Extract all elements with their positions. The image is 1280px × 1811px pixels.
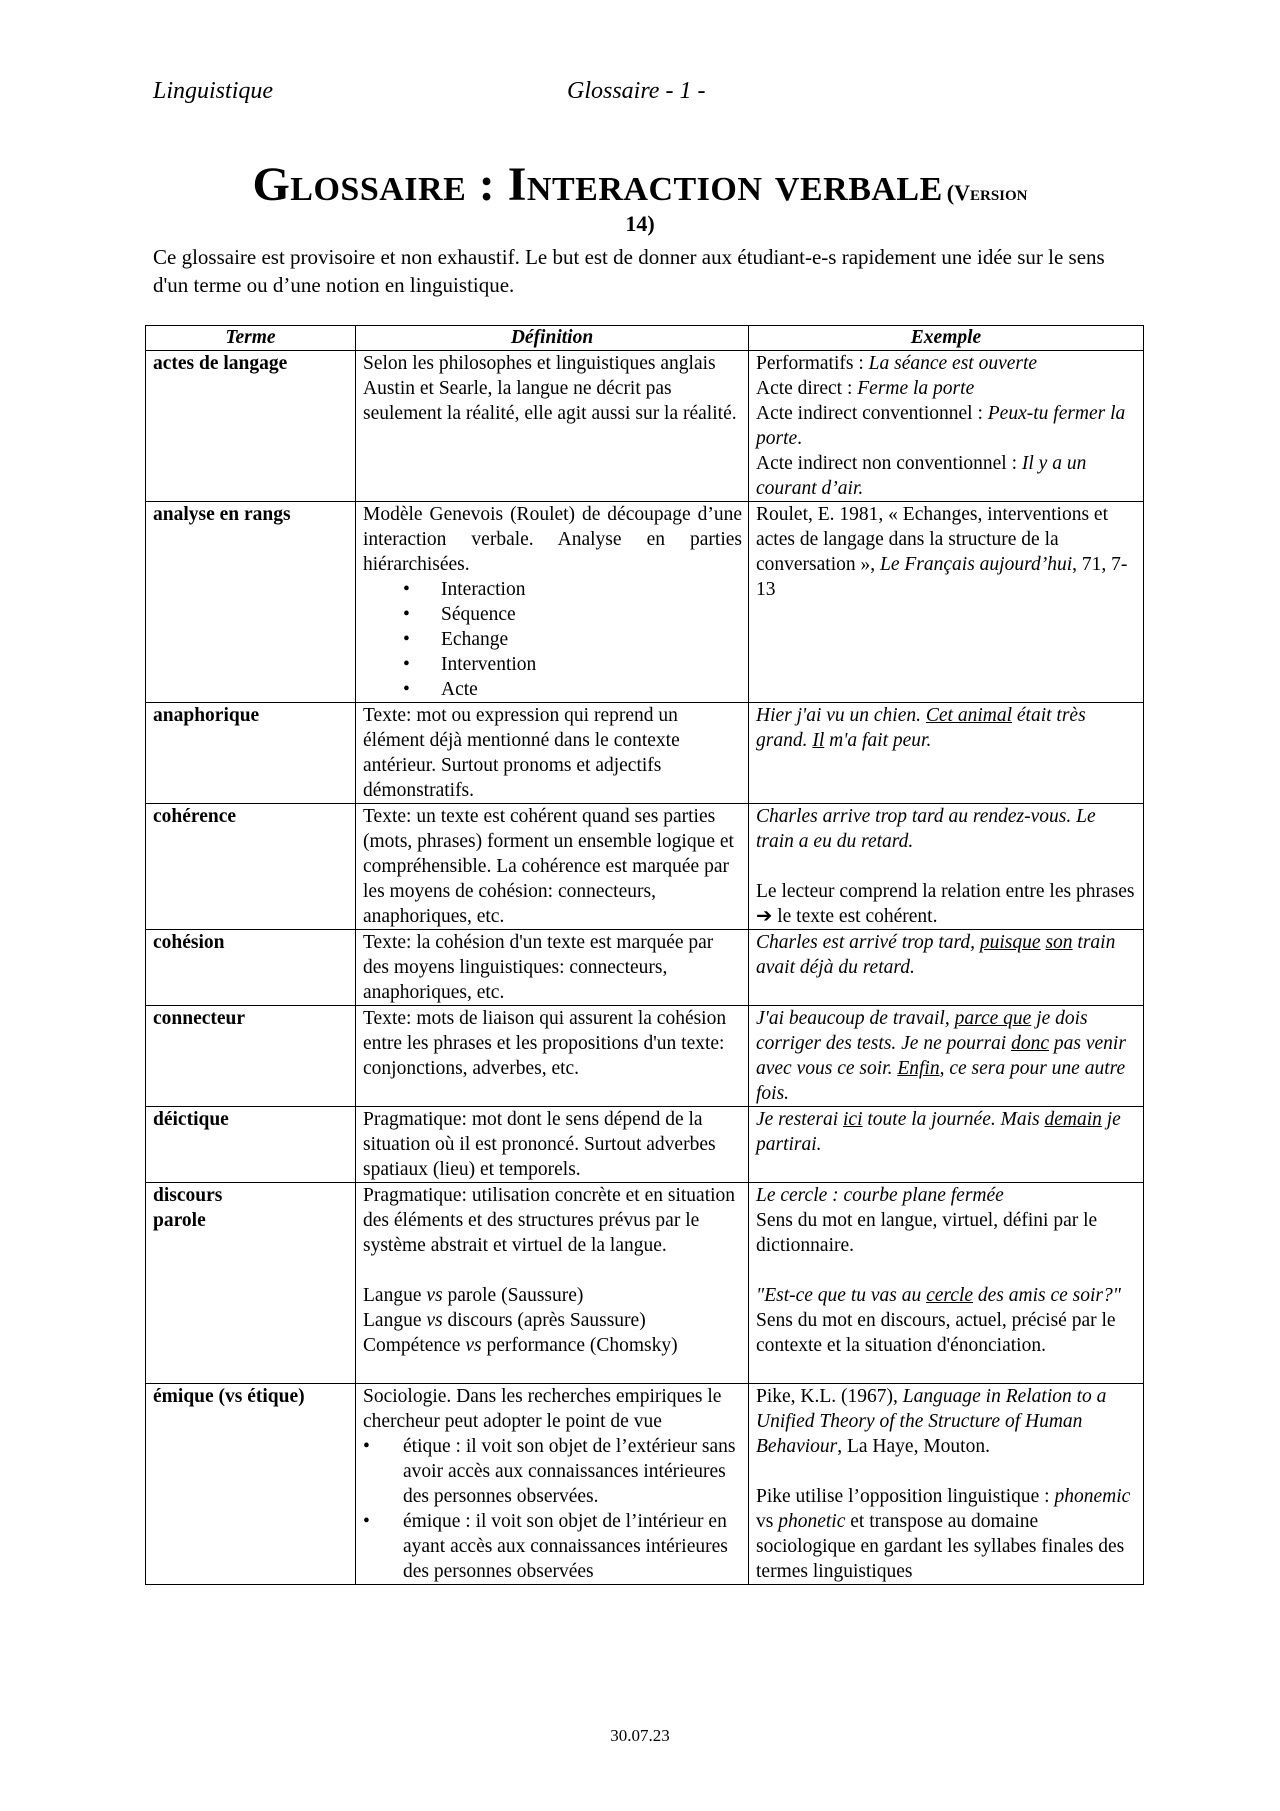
example-line: Acte direct : Ferme la porte (756, 378, 975, 399)
term-cell: analyse en rangs (146, 502, 356, 703)
header-page-label: Glossaire - 1 - (567, 78, 706, 104)
list-item: • Séquence (363, 602, 742, 627)
table-row (146, 1006, 1144, 1107)
example-cell: J'ai beaucoup de travail, parce que je dois corriger des tests. Je ne pourrai donc pas venir avec vous ce soir. Enfin, ce sera pour une autre fois. (749, 1006, 1144, 1107)
definition-text: Modèle Genevois (Roulet) de découpage d’une interaction verbale. Analyse en parties hiérarchisées. (363, 504, 742, 575)
example-cell (749, 1384, 1144, 1585)
title-version-number: 14) (625, 210, 655, 236)
table-row (146, 502, 1144, 703)
rank-list (363, 577, 742, 702)
term-cell: cohésion (146, 930, 356, 1006)
definition-cell: Pragmatique: mot dont le sens dépend de la situation où il est prononcé. Surtout adverbes spatiaux (lieu) et temporels. (356, 1107, 749, 1183)
example-comment: Sens du mot en discours, actuel, précisé par le contexte et la situation d'énonciation. (756, 1310, 1116, 1356)
glossary-table (145, 325, 1144, 1585)
example-cell: Je resterai ici toute la journée. Mais demain je partirai. (749, 1107, 1144, 1183)
example-comment: Le lecteur comprend la relation entre les phrases ➔ le texte est cohérent. (756, 881, 1135, 927)
opposition-line: Compétence vs performance (Chomsky) (363, 1335, 678, 1356)
viewpoint-list (363, 1434, 742, 1584)
table-row (146, 1384, 1144, 1585)
table-row (146, 930, 1144, 1006)
opposition-line: Langue vs parole (Saussure) (363, 1285, 584, 1306)
term-cell: discours parole (146, 1183, 356, 1384)
list-item: • Echange (363, 627, 742, 652)
example-comment: Pike utilise l’opposition linguistique : phonemic vs phonetic et transpose au domaine sociologique en gardant les syllabes finales des termes linguistiques (756, 1486, 1131, 1582)
example-comment: Sens du mot en langue, virtuel, défini par le dictionnaire. (756, 1210, 1098, 1256)
header-subject: Linguistique (153, 78, 274, 104)
example-cell (749, 804, 1144, 930)
column-header-definition: Définition (356, 326, 749, 351)
term-cell: actes de langage (146, 351, 356, 502)
opposition-line: Langue vs discours (après Saussure) (363, 1310, 646, 1331)
example-line: Performatifs : La séance est ouverte (756, 353, 1038, 374)
term-cell: cohérence (146, 804, 356, 930)
list-item: • étique : il voit son objet de l’extérieur sans avoir accès aux connaissances intérieures des personnes observées. (363, 1434, 742, 1509)
example-sentence: Le cercle : courbe plane fermée (756, 1185, 1004, 1206)
example-cell: Charles est arrivé trop tard, puisque son train avait déjà du retard. (749, 930, 1144, 1006)
definition-cell: Texte: mot ou expression qui reprend un élément déjà mentionné dans le contexte antérieur. Surtout pronoms et adjectifs démonstratifs. (356, 703, 749, 804)
definition-cell: Texte: la cohésion d'un texte est marquée par des moyens linguistiques: connecteurs, anaphoriques, etc. (356, 930, 749, 1006)
list-item: • émique : il voit son objet de l’intérieur en ayant accès aux connaissances intérieures des personnes observées (363, 1509, 742, 1584)
list-item: • Interaction (363, 577, 742, 602)
example-line: Acte indirect non conventionnel : Il y a un courant d’air. (756, 453, 1087, 499)
list-item: • Intervention (363, 652, 742, 677)
definition-cell (356, 502, 749, 703)
footer-date: 30.07.23 (610, 1726, 670, 1745)
table-row (146, 804, 1144, 930)
definition-cell: Texte: mots de liaison qui assurent la cohésion entre les phrases et les propositions d'un texte: conjonctions, adverbes, etc. (356, 1006, 749, 1107)
example-cell: Hier j'ai vu un chien. Cet animal était très grand. Il m'a fait peur. (749, 703, 1144, 804)
table-header-row (146, 326, 1144, 351)
arrow-right-icon: ➔ (756, 906, 773, 927)
example-cell (749, 351, 1144, 502)
example-cell (749, 1183, 1144, 1384)
definition-cell (356, 1183, 749, 1384)
example-sentence: "Est-ce que tu vas au cercle des amis ce soir?" (756, 1285, 1121, 1306)
definition-cell: Texte: un texte est cohérent quand ses parties (mots, phrases) forment un ensemble logique et compréhensible. La cohérence est marquée par les moyens de cohésion: connecteurs, anaphoriques, etc. (356, 804, 749, 930)
definition-text: Sociologie. Dans les recherches empiriques le chercheur peut adopter le point de vue (363, 1386, 722, 1432)
intro-paragraph: Ce glossaire est provisoire et non exhaustif. Le but est de donner aux étudiant-e-s rapidement une idée sur le sens d'un terme ou d’une notion en linguistique. (153, 245, 1105, 297)
column-header-example: Exemple (749, 326, 1144, 351)
definition-text: Pragmatique: utilisation concrète et en situation des éléments et des structures prévus par le système abstrait et virtuel de la langue. (363, 1185, 736, 1256)
example-cell: Roulet, E. 1981, « Echanges, interventions et actes de langage dans la structure de la conversation », Le Français aujourd’hui, 71, 7-13 (749, 502, 1144, 703)
table-row (146, 703, 1144, 804)
list-item: • Acte (363, 677, 742, 702)
document-title (145, 158, 1135, 236)
example-line: Acte indirect conventionnel : Peux-tu fermer la porte. (756, 403, 1126, 449)
example-sentence: Charles arrive trop tard au rendez-vous. Le train a eu du retard. (756, 806, 1096, 852)
term-cell: déictique (146, 1107, 356, 1183)
table-row (146, 1183, 1144, 1384)
term-cell: anaphorique (146, 703, 356, 804)
title-main: Glossaire : Interaction verbale (252, 158, 943, 211)
definition-cell (356, 1384, 749, 1585)
table-row (146, 1107, 1144, 1183)
definition-cell: Selon les philosophes et linguistiques anglais Austin et Searle, la langue ne décrit pas seulement la réalité, elle agit aussi sur la réalité. (356, 351, 749, 502)
column-header-term: Terme (146, 326, 356, 351)
title-version-open: (Version (946, 180, 1028, 205)
term-cell: connecteur (146, 1006, 356, 1107)
term-cell: émique (vs étique) (146, 1384, 356, 1585)
example-reference: Pike, K.L. (1967), Language in Relation to a Unified Theory of the Structure of Human Behaviour, La Haye, Mouton. (756, 1386, 1107, 1457)
table-row (146, 351, 1144, 502)
